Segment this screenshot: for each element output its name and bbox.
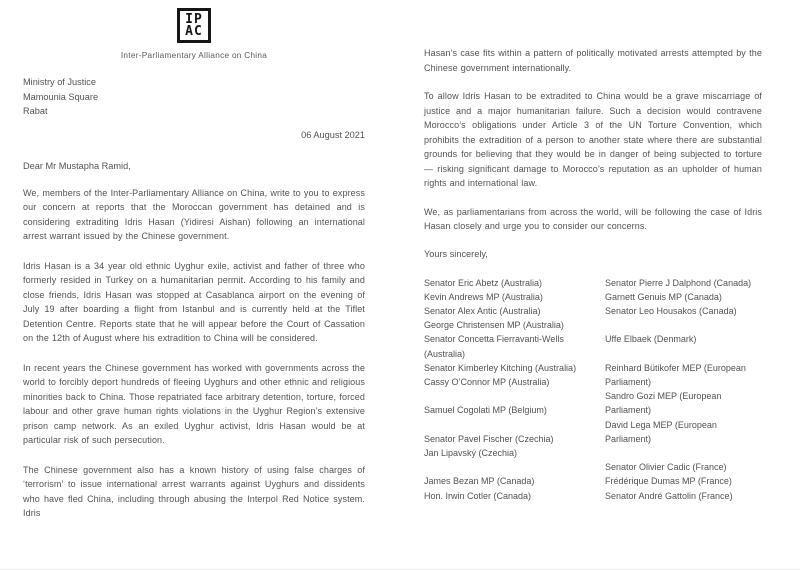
paragraph-background: Idris Hasan is a 34 year old ethnic Uyghur exile, activist and father of three who formerly resided in Turkey on a humanitarian permit. According to his family and close friends, Idris Hasan was stopped at Casablanca airport on the evening of July 19 after boarding a flight from Istanbul and is currently held at the Tiflet Detention Centre. Reports state that he will appear before the Court of Cassation on the 12th of August where his extradition to China will be considered. — [23, 260, 365, 343]
signatory-line: Frédérique Dumas MP (France) — [605, 476, 732, 487]
signatory-line: Senator Concetta Fierravanti-Wells — [424, 334, 564, 345]
signatory-line — [424, 460, 605, 474]
paragraph-deportations: In recent years the Chinese government has worked with governments across the world to forcibly deport hundreds of fleeing Uyghurs and other ethnic and religious minorities back to China. Those repatriated face arbitrary detention, torture, forced labour and other grave human rights violations in the Uyghur Region’s extensive prison camp network. As an exiled Uyghur activist, Idris Hasan would be at particular risk of such persecution. — [23, 362, 365, 445]
signatory-line: Senator Olivier Cadic (France) — [605, 462, 727, 473]
paragraph-conclusion: We, as parliamentarians from across the world, will be following the case of Idris Hasan closely and urge you to consider our concerns. — [424, 206, 762, 231]
signatory-line: David Lega MEP (European — [605, 419, 717, 430]
signatory-line: James Bezan MP (Canada) — [424, 476, 535, 487]
signatories — [424, 276, 762, 503]
paragraph-extradition-warning: To allow Idris Hasan to be extradited to China would be a grave miscarriage of justice and a major humanitarian failure. Such a decision would contravene Morocco’s obligations under Article 3 of the UN Torture Convention, which prohibits the extradition of a person to another state where there are substantial grounds for believing that they would be in danger of being subjected to torture — risking significant damage to Morocco’s reputation as an upholder of human rights and international law. — [424, 91, 762, 188]
signatory-line: Kevin Andrews MP (Australia) — [424, 291, 543, 302]
signatory-line — [605, 347, 762, 361]
signatory-line: Senator Leo Housakos (Canada) — [605, 305, 737, 316]
letterhead — [23, 8, 365, 60]
signatory-line — [605, 446, 762, 460]
signatory-line: Senator Pavel Fischer (Czechia) — [424, 433, 554, 444]
paragraph-false-charges-continued: Hasan’s case fits within a pattern of politically motivated arrests attempted by the Chinese government internationally. — [424, 48, 762, 73]
letter-date: 06 August 2021 — [301, 129, 365, 140]
signatory-line: Cassy O’Connor MP (Australia) — [424, 376, 550, 387]
signatory-line: Senator Pierre J Dalphond (Canada) — [605, 277, 752, 288]
ipac-logo-bottom-text: AC — [185, 24, 203, 39]
recipient-address-line: Rabat — [23, 106, 48, 116]
signatory-line: Uffe Elbaek (Denmark) — [605, 334, 697, 345]
organization-name: Inter-Parliamentary Alliance on China — [120, 51, 268, 60]
signatory-line: Parliament) — [605, 433, 652, 444]
signatory-line: Reinhard Bütikofer MEP (European — [605, 362, 746, 373]
letter-column-left — [23, 0, 365, 570]
signatory-line: (Australia) — [424, 348, 466, 359]
signatory-line: Senator André Gattolin (France) — [605, 490, 733, 501]
signatories-column-right — [605, 276, 762, 503]
letter-column-right — [424, 0, 762, 570]
signatories-column-left — [424, 276, 605, 503]
signatory-line — [605, 318, 762, 332]
signatory-line — [424, 389, 605, 403]
recipient-address-line: Ministry of Justice — [23, 77, 97, 87]
signatory-line: Parliament) — [605, 405, 652, 416]
signatory-line: George Christensen MP (Australia) — [424, 320, 564, 331]
ipac-logo-icon — [177, 8, 211, 43]
salutation: Dear Mr Mustapha Ramid, — [23, 160, 131, 171]
paragraph-false-charges: The Chinese government also has a known history of using false charges of ‘terrorism’ to issue international arrest warrants against Uyghurs and dissidents who have fled China, including through abusing the Interpol Red Notice system. Idris — [23, 464, 365, 518]
signatory-line: Parliament) — [605, 376, 652, 387]
recipient-address-line: Mamounia Square — [23, 91, 99, 102]
signatory-line: Senator Eric Abetz (Australia) — [424, 277, 543, 288]
signatory-line: Hon. Irwin Cotler (Canada) — [424, 490, 532, 501]
closing: Yours sincerely, — [424, 248, 488, 259]
ipac-logo-top-text: IP — [185, 12, 203, 27]
signatory-line: Senator Alex Antic (Australia) — [424, 305, 541, 316]
paragraph-intro: We, members of the Inter-Parliamentary Alliance on China, write to you to express our concern at reports that the Moroccan government has detained and is considering extraditing Idris Hasan (Yidiresi Aishan) following an international arrest warrant issued by the Chinese government. — [23, 187, 365, 241]
signatory-line: Sandro Gozi MEP (European — [605, 391, 722, 402]
signatory-line: Jan Lipavský (Czechia) — [424, 447, 518, 458]
recipient-address — [23, 75, 365, 119]
signatory-line — [424, 418, 605, 432]
signatory-line: Senator Kimberley Kitching (Australia) — [424, 362, 577, 373]
signatory-line: Samuel Cogolati MP (Belgium) — [424, 405, 547, 416]
signatory-line: Garnett Genuis MP (Canada) — [605, 291, 722, 302]
